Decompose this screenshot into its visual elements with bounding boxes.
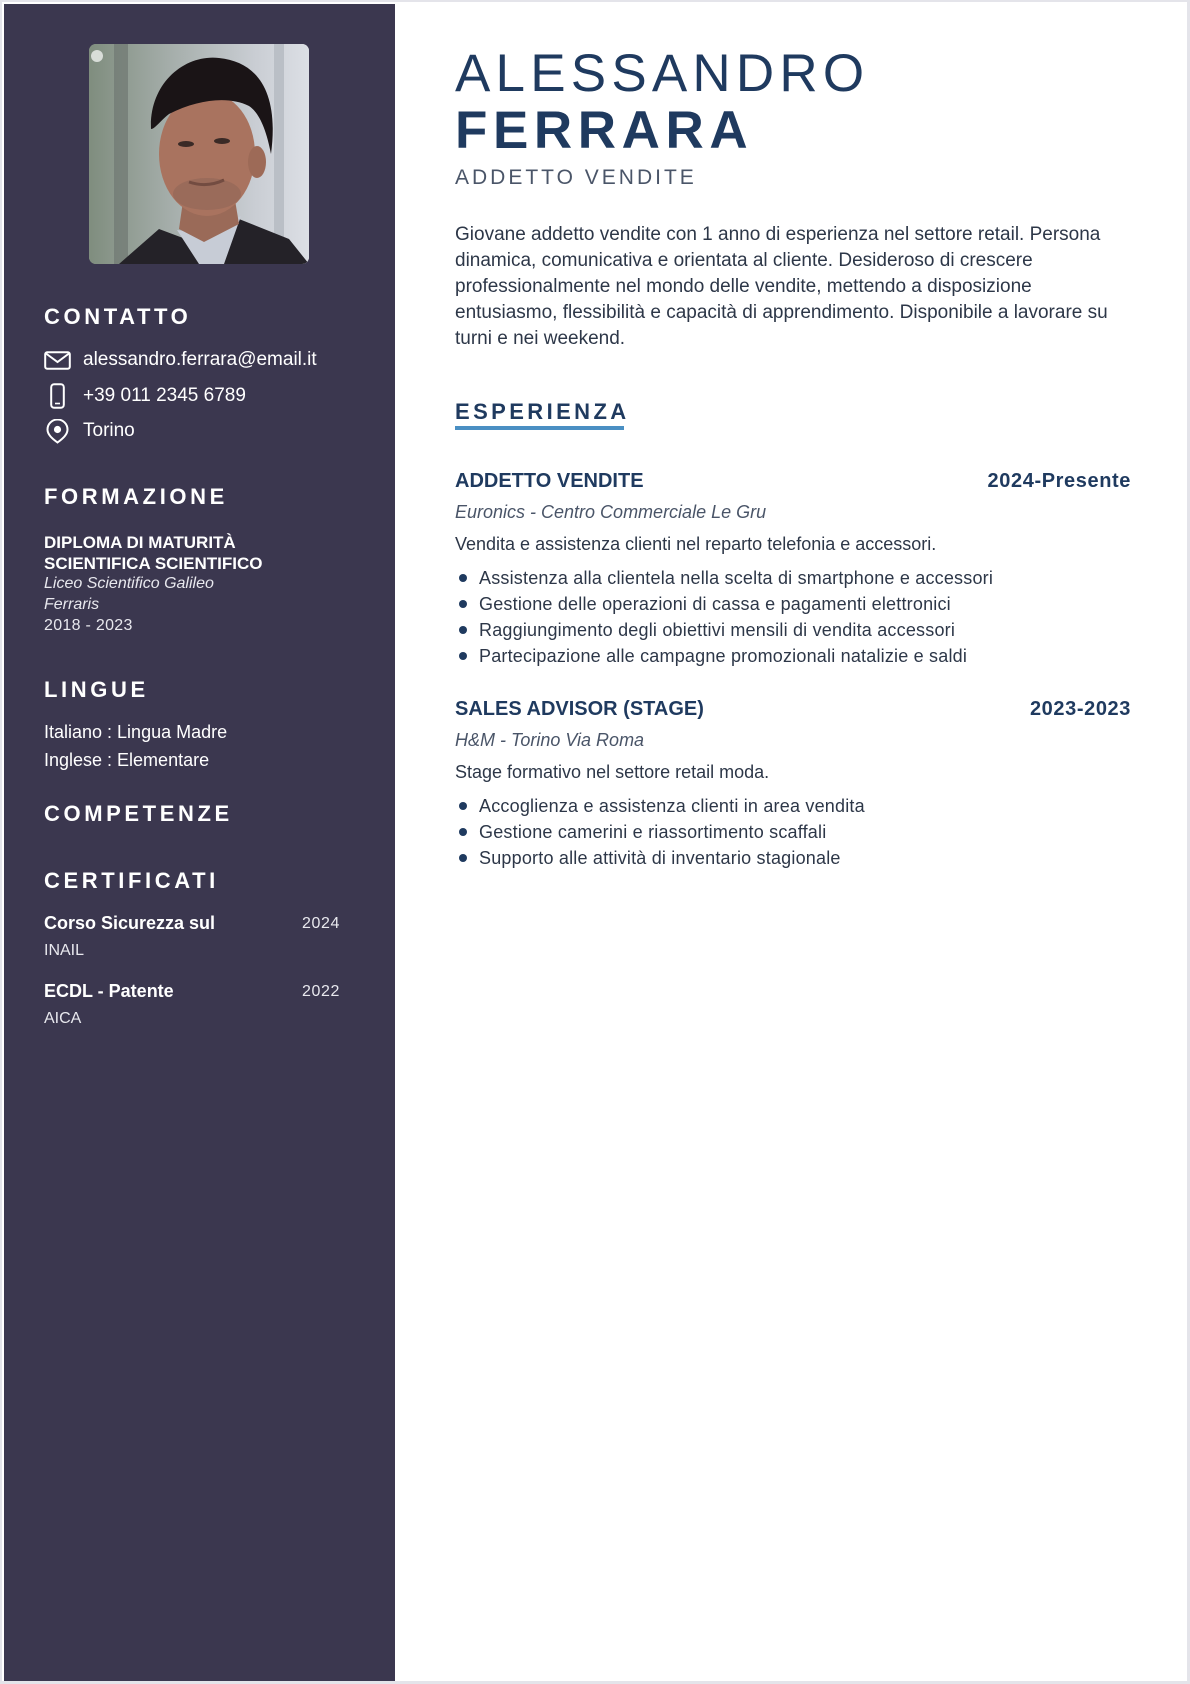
experience-heading: ESPERIENZA [455,399,630,424]
certificates-heading: CERTIFICATI [44,868,219,893]
job-dates: 2023-2023 [1029,698,1131,720]
job-description: Vendita e assistenza clienti nel reparto telefonia e accessori. [455,534,937,554]
bullet-dot-icon [459,652,467,660]
certificate-year: 2024 [302,915,340,932]
bullet-text: Raggiungimento degli obiettivi mensili di vendita accessori [479,620,956,640]
experience-heading-underline [455,426,624,430]
contact-email[interactable] [42,347,317,373]
contact-heading: CONTATTO [44,304,192,329]
education-heading: FORMAZIONE [44,484,228,509]
bullet-dot-icon [459,574,467,582]
language-item: Inglese : Elementare [44,750,210,770]
certificate-title: Corso Sicurezza sul [44,913,216,933]
bullet-item [455,845,865,871]
job-company: H&M - Torino Via Roma [455,730,645,750]
bullet-text: Accoglienza e assistenza clienti in area vendita [479,796,865,816]
bullet-text: Partecipazione alle campagne promozionali natalizie e saldi [479,646,968,666]
location-pin-icon [42,419,72,444]
job-role: SALES ADVISOR (STAGE) [455,698,704,720]
job-bullets [455,565,993,669]
bullet-item [455,617,993,643]
sidebar [4,4,395,1681]
education-years: 2018 - 2023 [44,617,133,634]
job-title: ADDETTO VENDITE [455,166,697,189]
bullet-item [455,591,993,617]
bullet-text: Gestione camerini e riassortimento scaffali [479,822,827,842]
profile-summary: Giovane addetto vendite con 1 anno di esperienza nel settore retail. Persona dinamica, comunicativa e orientata al cliente. Desideroso di crescere professionalmente nel mondo delle vendite, mettendo a disposizione entusiasmo, flessibilità e capacità di apprendimento. Disponibile a lavorare su turni e nei weekend. [455,224,1108,349]
contact-location [42,418,135,444]
bullet-dot-icon [459,854,467,862]
skills-heading: COMPETENZE [44,801,233,826]
portrait-image [89,44,309,264]
languages-heading: LINGUE [44,677,149,702]
last-name: FERRARA [455,101,754,160]
bullet-item [455,565,993,591]
bullet-dot-icon [459,626,467,634]
education-school: Liceo Scientifico Galileo Ferraris [44,575,214,613]
bullet-item [455,643,993,669]
bullet-dot-icon [459,802,467,810]
job-role: ADDETTO VENDITE [455,470,644,492]
first-name: ALESSANDRO [455,44,870,103]
certificate-issuer: INAIL [44,942,85,959]
job-dates: 2024-Presente [987,470,1131,492]
profile-photo [89,44,309,264]
contact-phone[interactable] [42,383,246,409]
bullet-dot-icon [459,828,467,836]
language-item: Italiano : Lingua Madre [44,722,228,742]
certificate-title: ECDL - Patente [44,981,174,1001]
job-bullets [455,793,865,871]
email-text: alessandro.ferrara@email.it [83,349,317,370]
bullet-text: Supporto alle attività di inventario stagionale [479,848,841,868]
bullet-item [455,793,865,819]
location-text: Torino [83,420,135,441]
certificate-issuer: AICA [44,1010,82,1027]
phone-text: +39 011 2345 6789 [83,385,246,406]
phone-icon [42,383,72,409]
education-degree: DIPLOMA DI MATURITÀ SCIENTIFICA SCIENTIFICO [44,533,263,573]
certificate-year: 2022 [302,983,340,1000]
bullet-item [455,819,865,845]
mail-icon [42,351,72,370]
job-company: Euronics - Centro Commerciale Le Gru [455,502,767,522]
bullet-text: Assistenza alla clientela nella scelta di smartphone e accessori [479,568,994,588]
job-description: Stage formativo nel settore retail moda. [455,762,770,782]
bullet-text: Gestione delle operazioni di cassa e pagamenti elettronici [479,594,951,614]
bullet-dot-icon [459,600,467,608]
